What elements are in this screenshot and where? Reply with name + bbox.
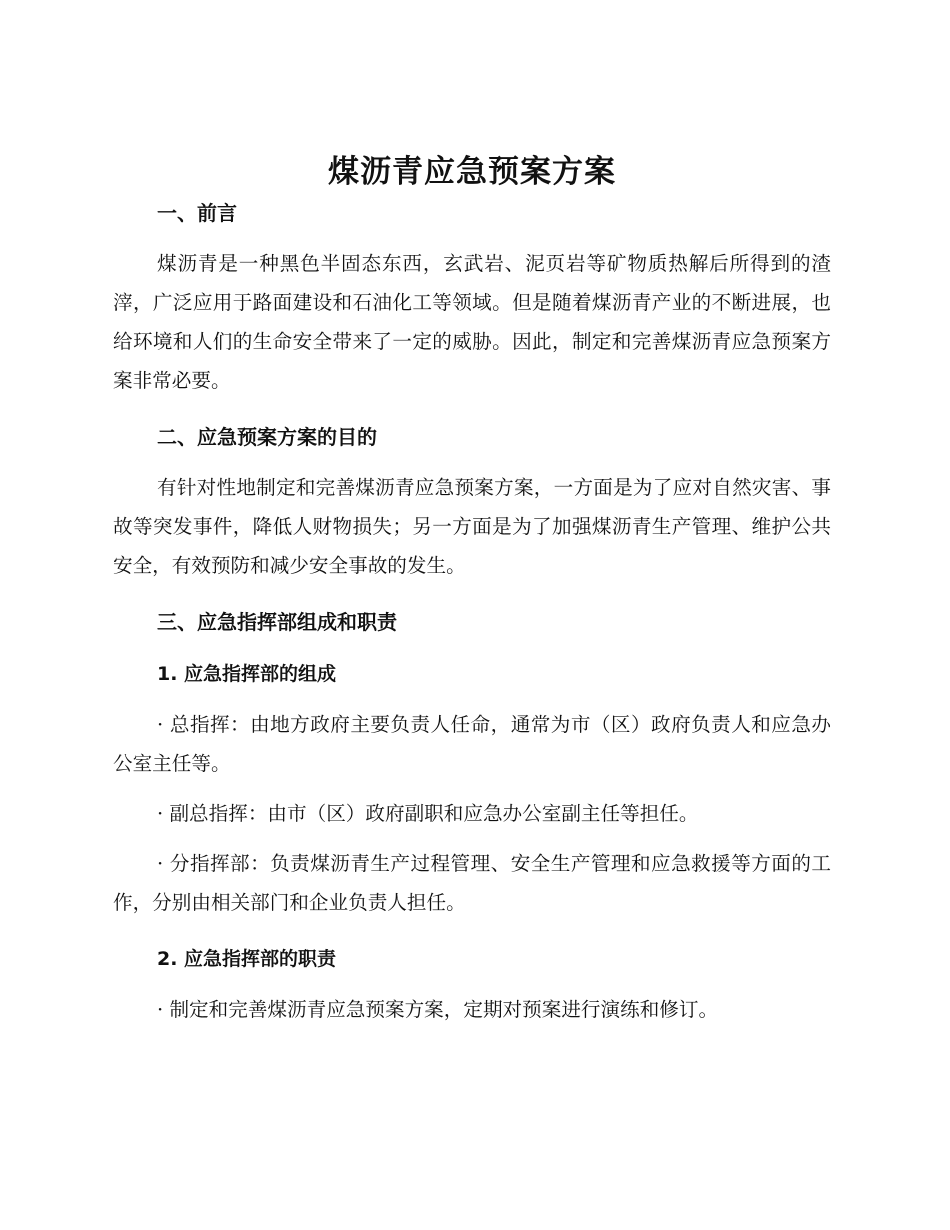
- section-heading-preface: 一、前言: [157, 201, 237, 225]
- list-item-duty-plan: · 制定和完善煤沥青应急预案方案，定期对预案进行演练和修订。: [157, 998, 719, 1021]
- paragraph-preface: 煤沥青是一种黑色半固态东西，玄武岩、泥页岩等矿物质热解后所得到的渣滓，广泛应用于路面建设和石油化工等领域。但是随着煤沥青产业的不断进展，也给环境和人们的生命安全带来了一定的威胁。因此，制定和完善煤沥青应急预案方案非常必要。: [113, 252, 831, 392]
- section-heading-command: 三、应急指挥部组成和职责: [157, 610, 397, 634]
- list-item-chief-commander: · 总指挥：由地方政府主要负责人任命，通常为市（区）政府负责人和应急办公室主任等。: [113, 713, 831, 775]
- list-item-deputy-commander: · 副总指挥：由市（区）政府副职和应急办公室副主任等担任。: [157, 802, 699, 825]
- section-heading-purpose: 二、应急预案方案的目的: [157, 425, 377, 449]
- paragraph-purpose: 有针对性地制定和完善煤沥青应急预案方案，一方面是为了应对自然灾害、事故等突发事件，降低人财物损失；另一方面是为了加强煤沥青生产管理、维护公共安全，有效预防和减少安全事故的发生。: [113, 476, 831, 577]
- document-title: 煤沥青应急预案方案: [328, 154, 616, 190]
- subsection-heading-composition: 1. 应急指挥部的组成: [157, 663, 337, 685]
- subsection-heading-duties: 2. 应急指挥部的职责: [157, 948, 337, 970]
- document-page: [113, 150, 831, 1029]
- list-item-branch-command: · 分指挥部：负责煤沥青生产过程管理、安全生产管理和应急救援等方面的工作，分别由相关部门和企业负责人担任。: [113, 852, 831, 914]
